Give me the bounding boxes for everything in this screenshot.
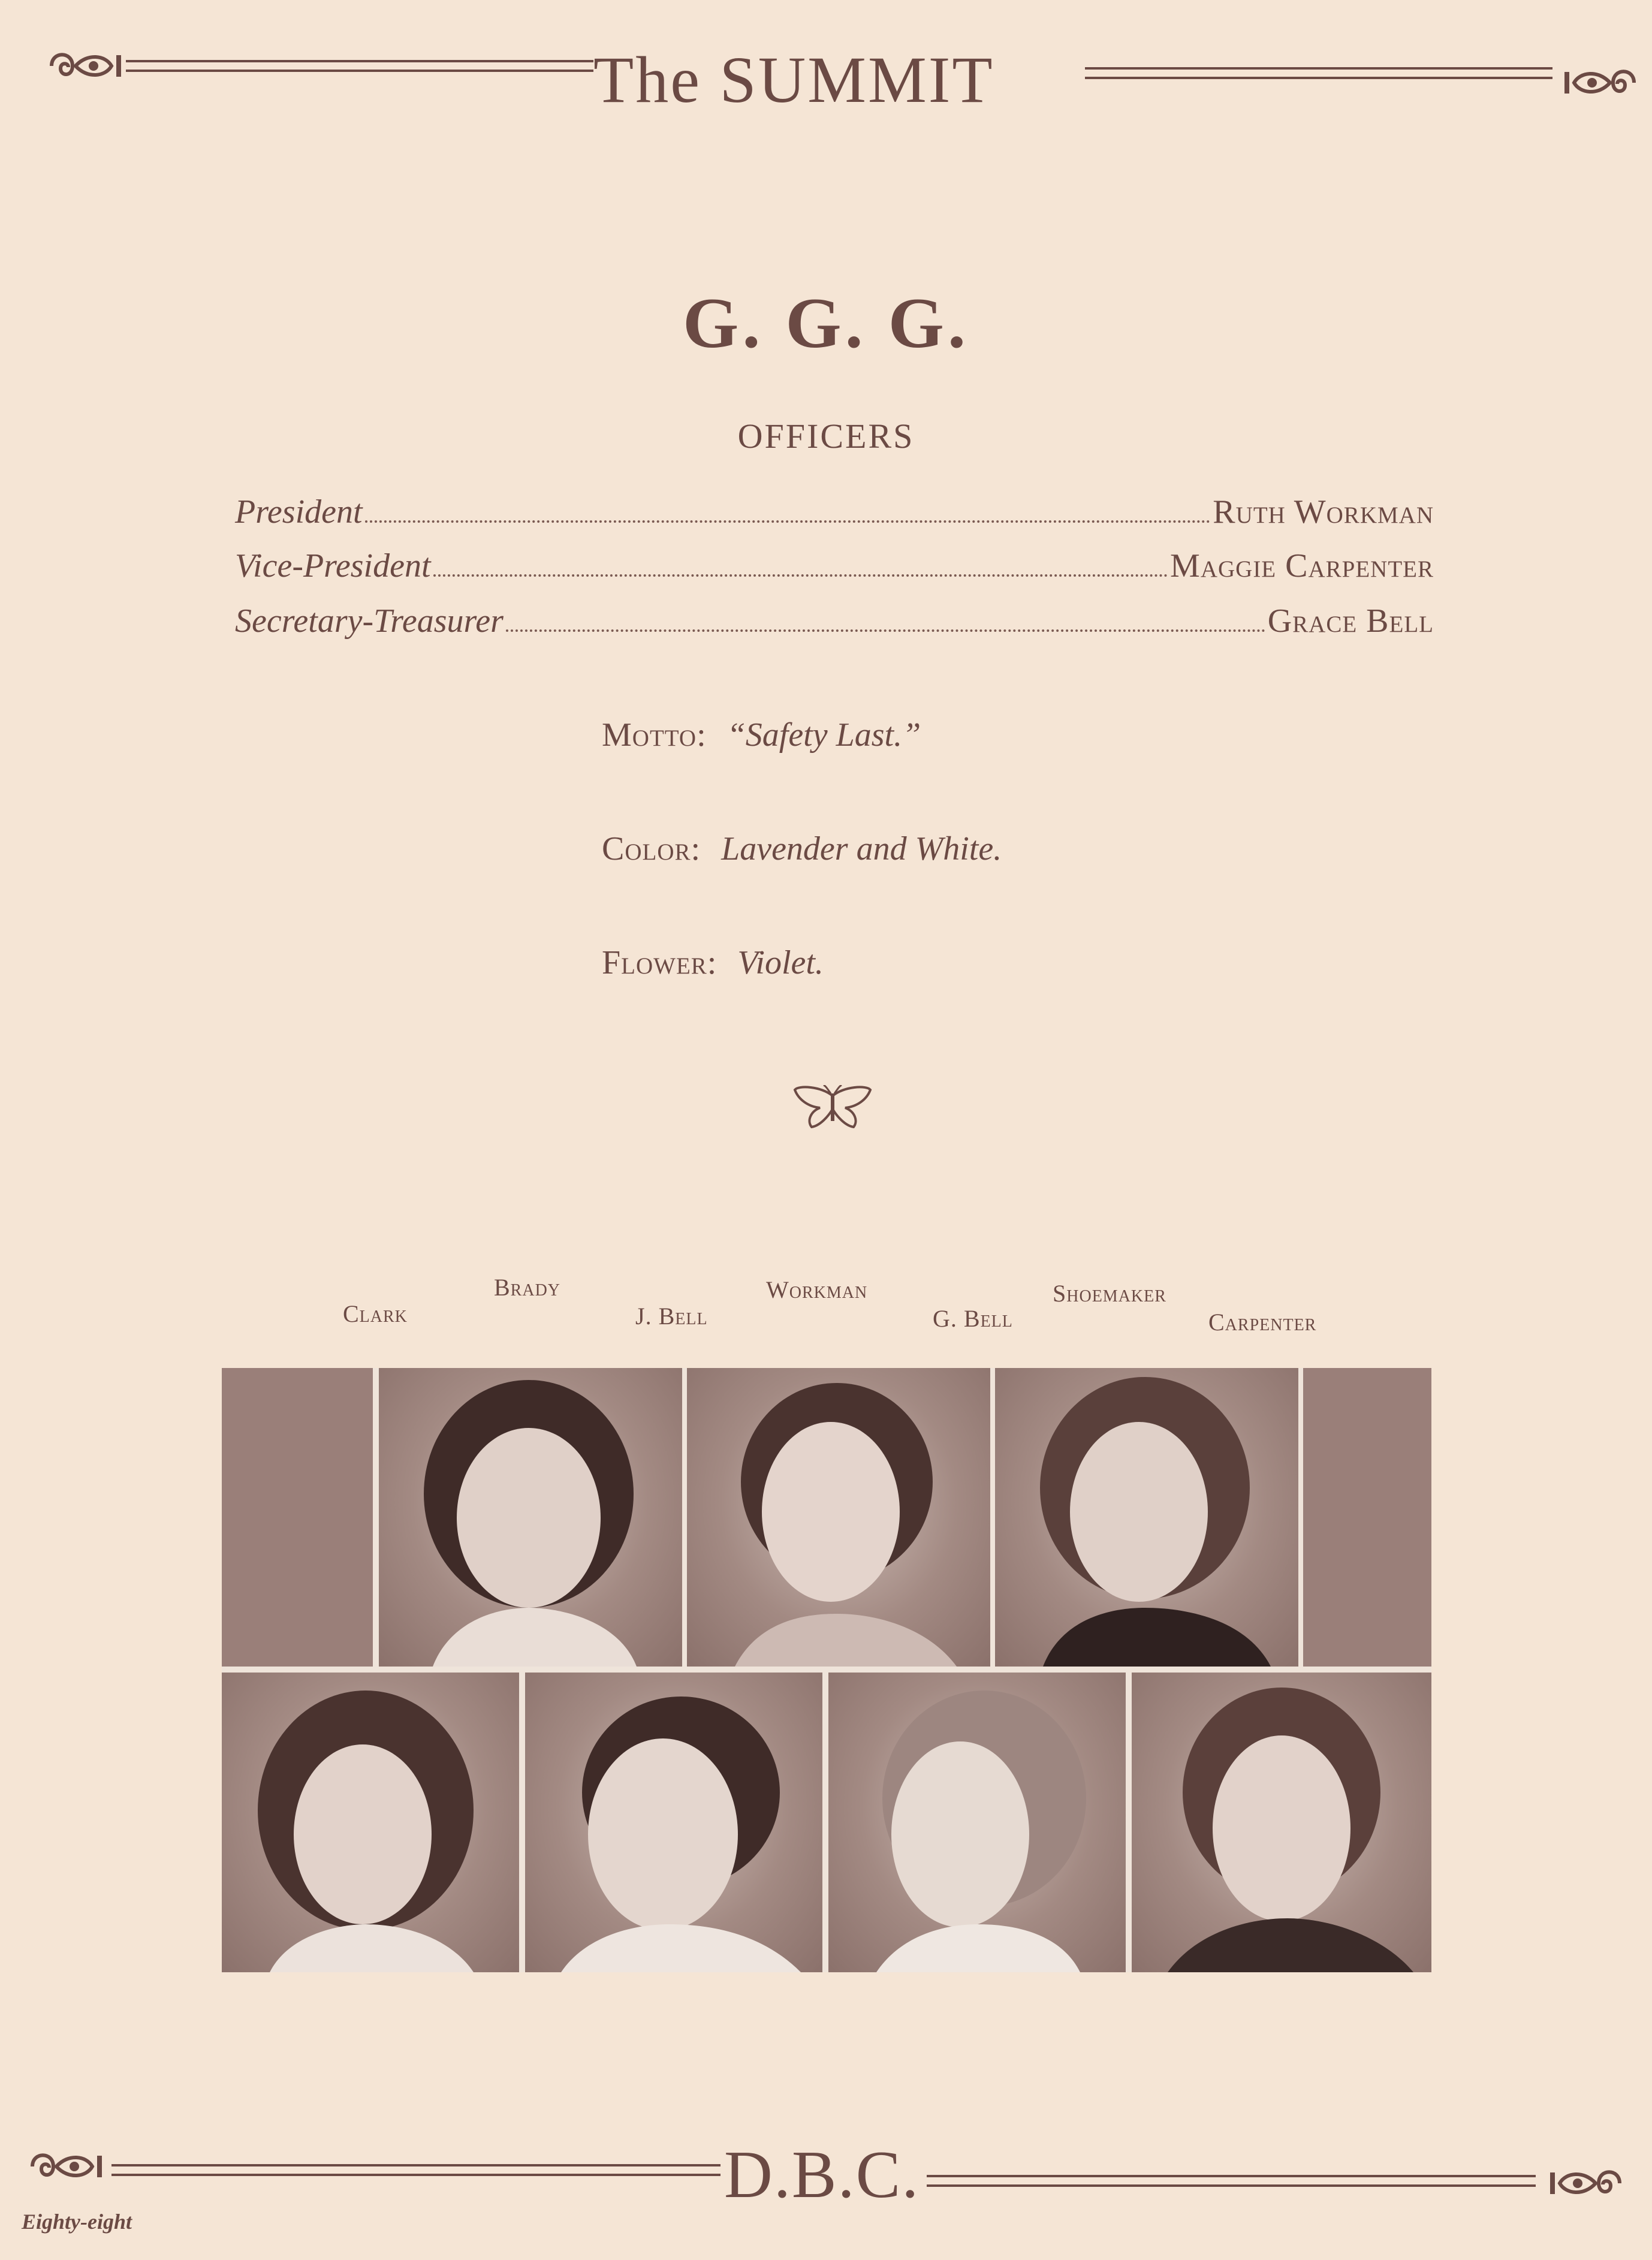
dot-leader xyxy=(433,574,1168,577)
color-label: Color: xyxy=(602,830,701,867)
flower-value: Violet. xyxy=(737,944,824,981)
flower-line xyxy=(602,944,824,982)
photo-caption-shoemaker: Shoemaker xyxy=(1053,1280,1166,1307)
page-number: Eighty-eight xyxy=(22,2210,132,2234)
running-head: The SUMMIT xyxy=(593,43,994,116)
photo-caption-g-bell: G. Bell xyxy=(933,1305,1013,1332)
scroll-ornament-icon xyxy=(46,42,129,90)
scroll-ornament-icon xyxy=(26,2143,110,2190)
portrait-montage xyxy=(222,1368,1431,1972)
officer-name: Maggie Carpenter xyxy=(1170,547,1434,584)
photo-caption-clark: Clark xyxy=(343,1300,408,1327)
portrait-photo xyxy=(995,1368,1298,1667)
footer-rule-right xyxy=(927,2175,1536,2187)
officers-heading: OFFICERS xyxy=(737,417,915,456)
butterfly-icon xyxy=(792,1085,873,1131)
color-line xyxy=(602,830,1002,868)
scroll-ornament-icon xyxy=(1556,59,1640,107)
header-rule-left xyxy=(126,60,593,72)
officer-name: Grace Bell xyxy=(1267,602,1434,640)
blank-photo-panel xyxy=(222,1368,373,1667)
officer-row-president xyxy=(235,489,1434,531)
officer-role: Vice-President xyxy=(235,547,431,584)
officer-role: Secretary-Treasurer xyxy=(235,602,504,640)
page-title: G. G. G. xyxy=(682,283,970,363)
motto-label: Motto: xyxy=(602,716,707,754)
officer-role: President xyxy=(235,493,363,531)
portrait-photo xyxy=(379,1368,682,1667)
portrait-photo xyxy=(525,1673,822,1972)
dot-leader xyxy=(365,520,1211,523)
dot-leader xyxy=(506,629,1265,632)
portrait-photo xyxy=(687,1368,990,1667)
photo-caption-carpenter: Carpenter xyxy=(1208,1309,1317,1336)
photo-caption-j-bell: J. Bell xyxy=(635,1303,708,1330)
scroll-ornament-icon xyxy=(1542,2159,1626,2207)
photo-caption-brady: Brady xyxy=(494,1274,561,1301)
officer-row-secretary-treasurer xyxy=(235,598,1434,640)
motto-line xyxy=(602,716,921,754)
running-foot: D.B.C. xyxy=(724,2138,920,2212)
officer-row-vice-president xyxy=(235,543,1434,585)
flower-label: Flower: xyxy=(602,944,718,981)
motto-value: “Safety Last.” xyxy=(726,716,921,754)
color-value: Lavender and White. xyxy=(721,830,1002,867)
photo-caption-workman: Workman xyxy=(766,1276,868,1303)
officer-name: Ruth Workman xyxy=(1213,493,1434,531)
blank-photo-panel xyxy=(1303,1368,1431,1667)
footer-rule-left xyxy=(111,2164,721,2176)
portrait-photo xyxy=(1132,1673,1431,1972)
portrait-photo xyxy=(828,1673,1126,1972)
header-rule-right xyxy=(1085,67,1552,79)
portrait-photo xyxy=(222,1673,519,1972)
